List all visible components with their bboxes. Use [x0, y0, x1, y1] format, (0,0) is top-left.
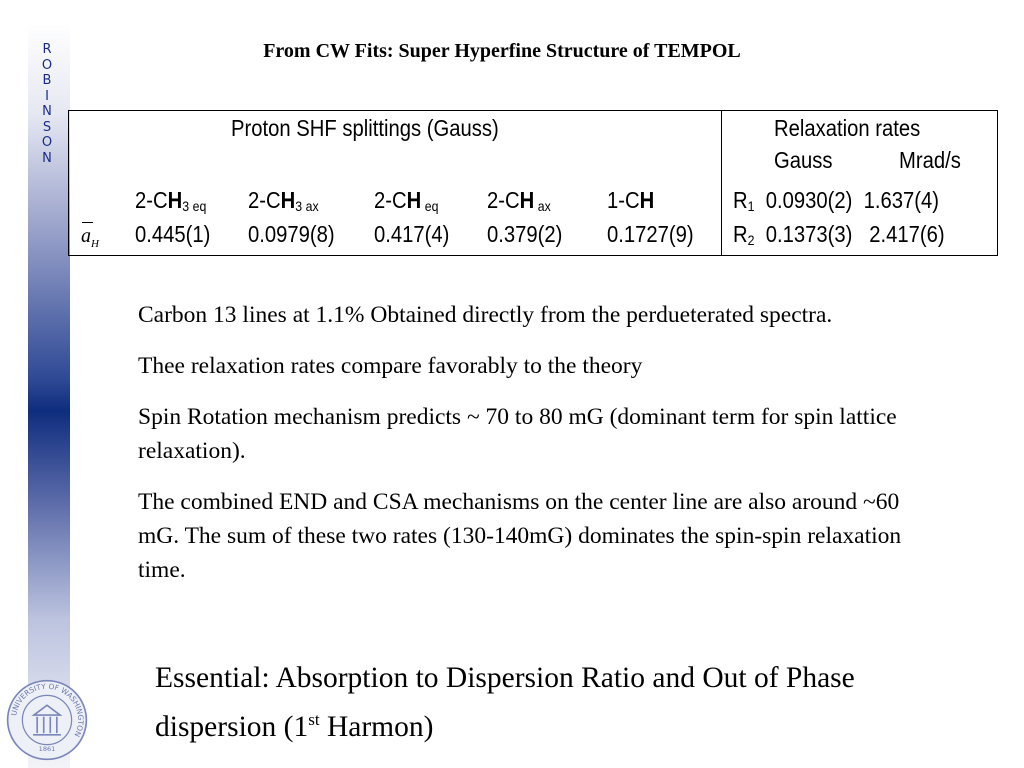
sidebar-letter: N — [42, 150, 52, 166]
value-1ch: 0.1727(9) — [607, 221, 694, 247]
column-bold-atom: H — [280, 187, 296, 213]
note-paragraph: Thee relaxation rates compare favorably to the theory — [138, 353, 643, 379]
essential-superscript: st — [308, 710, 320, 729]
essential-text: Essential: Absorption to Dispersion Ratio and Out of Phase dispersion (1 — [155, 662, 855, 743]
note-paragraph: The combined END and CSA mechanisms on the center line are also around ~60 mG. The sum of these two rates (130-140mG) dominates the spin-spin relaxation time. — [138, 489, 902, 583]
rate-label: R — [733, 221, 748, 247]
column-position-sub: ax — [305, 198, 319, 214]
column-bold-atom: H — [167, 187, 183, 213]
notes-body — [138, 298, 908, 604]
column-bold-atom: H — [519, 187, 535, 213]
rate-subscript: 1 — [747, 198, 755, 214]
rate-mrad-value: 1.637(4) — [863, 187, 940, 213]
rate-subscript: 2 — [747, 232, 755, 248]
rate-mrad-value: 2.417(6) — [869, 221, 945, 247]
sidebar-letter: S — [42, 119, 52, 135]
column-header-2ch-ax — [487, 187, 551, 214]
value-2ch-ax: 0.379(2) — [487, 221, 563, 247]
note-paragraph: Spin Rotation mechanism predicts ~ 70 to 80 mG (dominant term for spin lattice relaxation). — [138, 404, 897, 464]
column-prefix: 2-C — [374, 187, 407, 213]
column-prefix: 2-C — [248, 187, 281, 213]
sidebar-letter: I — [45, 88, 49, 104]
table-column-divider — [721, 111, 722, 255]
column-position-sub: ax — [537, 198, 551, 214]
sidebar-letter: R — [42, 42, 52, 57]
column-prefix: 2-C — [487, 187, 520, 213]
value-2ch3-eq: 0.445(1) — [135, 221, 211, 247]
sidebar-letter: N — [42, 104, 52, 119]
column-header-2ch-eq — [374, 187, 438, 214]
column-header-1ch — [607, 187, 654, 214]
sidebar-letter: O — [41, 135, 53, 150]
column-bold-atom: H — [639, 187, 655, 213]
rate-gauss-value: 0.1373(3) — [765, 221, 853, 247]
column-prefix: 2-C — [135, 187, 168, 213]
column-bold-atom: H — [406, 187, 422, 213]
value-2ch3-ax: 0.0979(8) — [248, 221, 335, 247]
column-prefix: 1-C — [607, 187, 640, 213]
sidebar-letter: B — [42, 73, 52, 88]
essential-statement — [155, 658, 915, 748]
value-2ch-eq: 0.417(4) — [374, 221, 450, 247]
svg-text:UNIVERSITY OF WASHINGTON: UNIVERSITY OF WASHINGTON — [9, 681, 86, 739]
row-label-a-h — [81, 225, 99, 250]
row-label-subscript: H — [91, 238, 99, 250]
column-num-sub: 3 — [182, 198, 190, 214]
shf-data-table — [68, 110, 998, 256]
slide-title: From CW Fits: Super Hyperfine Structure of TEMPOL — [263, 40, 741, 62]
units-mrad-header: Mrad/s — [899, 147, 961, 173]
rate-label: R — [733, 187, 748, 213]
essential-text-end: Harmon) — [319, 710, 434, 743]
units-gauss-header: Gauss — [774, 147, 833, 173]
svg-text:1861: 1861 — [38, 745, 56, 754]
rate-gauss-value: 0.0930(2) — [765, 187, 853, 213]
column-position-sub: eq — [424, 198, 439, 214]
column-num-sub: 3 — [295, 198, 303, 214]
university-seal-logo — [6, 679, 88, 761]
row-label-symbol: a — [81, 225, 91, 247]
sidebar-letter: O — [41, 57, 53, 73]
column-header-2ch3-eq — [135, 187, 206, 214]
relaxation-rates-header: Relaxation rates — [774, 115, 921, 141]
rate-r2-row — [733, 221, 945, 248]
column-position-sub: eq — [192, 198, 207, 214]
proton-shf-header: Proton SHF splittings (Gauss) — [231, 115, 499, 141]
column-header-2ch3-ax — [248, 187, 319, 214]
note-paragraph: Carbon 13 lines at 1.1% Obtained directly from the perdueterated spectra. — [138, 302, 833, 328]
rate-r1-row — [733, 187, 939, 214]
